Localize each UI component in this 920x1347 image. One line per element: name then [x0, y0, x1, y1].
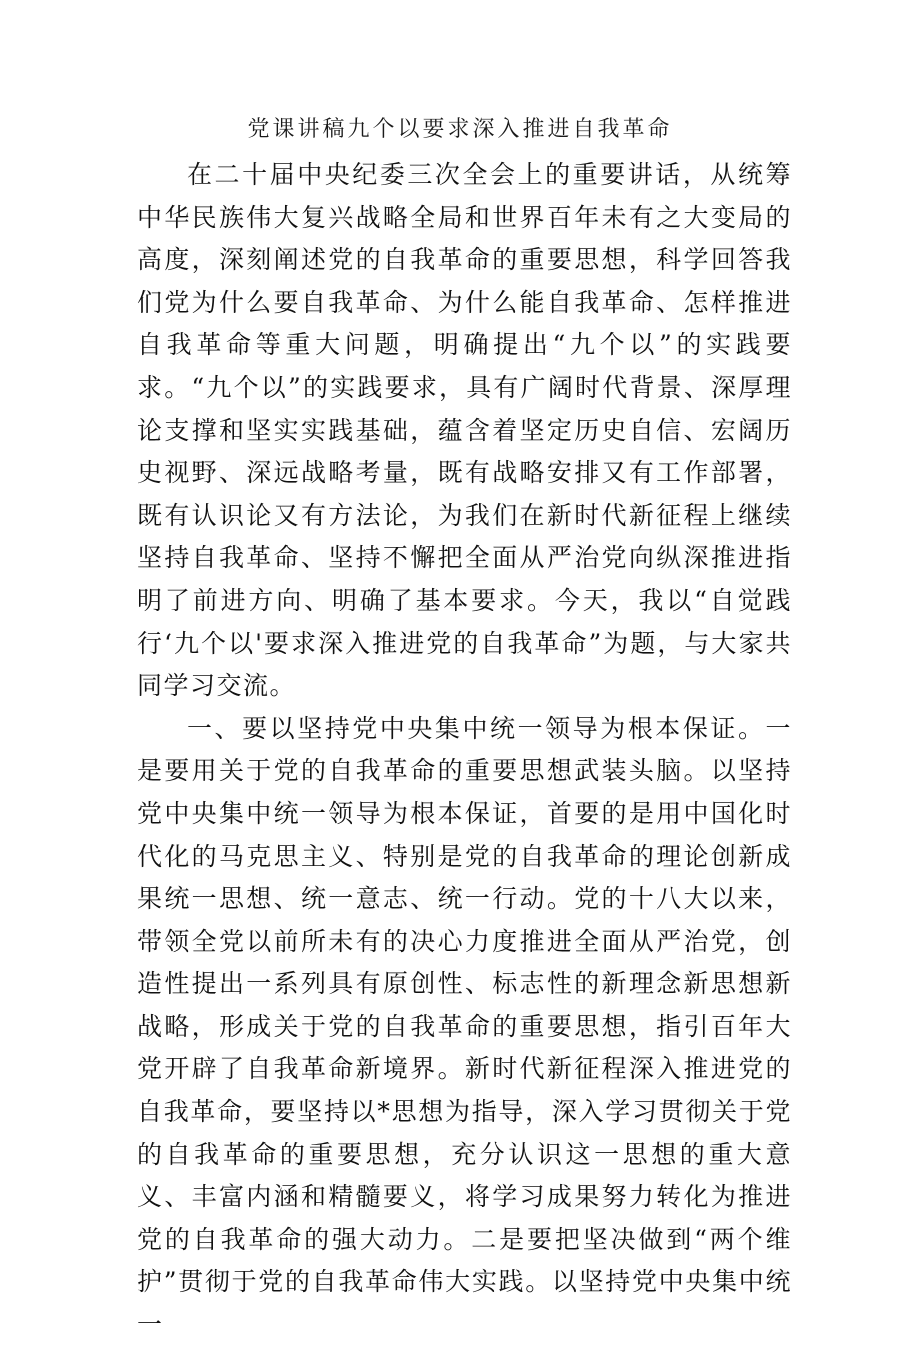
paragraph-intro: 在二十届中央纪委三次全会上的重要讲话，从统筹中华民族伟大复兴战略全局和世界百年未有之大变局的高度，深刻阐述党的自我革命的重要思想，科学回答我们党为什么要自我革命、为什么能自我革命、怎样推进自我革命等重大问题，明确提出“九个以”的实践要求。“九个以”的实践要求，具有广阔时代背景、深厚理论支撑和坚实实践基础，蕴含着坚定历史自信、宏阔历史视野、深远战略考量，既有战略安排又有工作部署，既有认识论又有方法论，为我们在新时代新征程上继续坚持自我革命、坚持不懈把全面从严治党向纵深推进指明了前进方向、明确了基本要求。今天，我以“自觉践行‘九个以'要求深入推进党的自我革命”为题，与大家共同学习交流。 — [137, 160, 792, 701]
document-body — [137, 154, 792, 1347]
paragraph-section-one: 一、要以坚持党中央集中统一领导为根本保证。一是要用关于党的自我革命的重要思想武装头脑。以坚持党中央集中统一领导为根本保证，首要的是用中国化时代化的马克思主义、特别是党的自我革命的理论创新成果统一思想、统一意志、统一行动。党的十八大以来，带领全党以前所未有的决心力度推进全面从严治党，创造性提出一系列具有原创性、标志性的新理念新思想新战略，形成关于党的自我革命的重要思想，指引百年大党开辟了自我革命新境界。新时代新征程深入推进党的自我革命，要坚持以*思想为指导，深入学习贯彻关于党的自我革命的重要思想，充分认识这一思想的重大意义、丰富内涵和精髓要义，将学习成果努力转化为推进党的自我革命的强大动力。二是要把坚决做到“两个维护”贯彻于党的自我革命伟大实践。以坚持党中央集中统一 — [137, 713, 792, 1340]
document-title: 党课讲稿九个以要求深入推进自我革命 — [247, 117, 673, 142]
